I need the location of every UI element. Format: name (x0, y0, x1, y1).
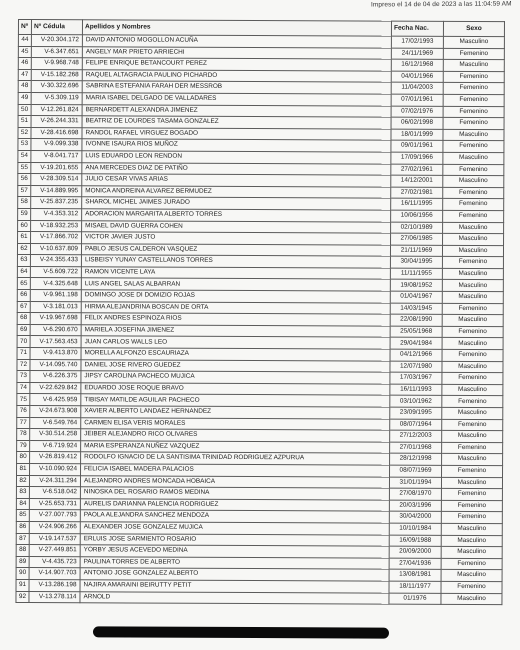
cedula-cell: V-14.095.740 (30, 359, 81, 371)
row-number: 79 (17, 440, 30, 452)
row-number: 88 (16, 545, 29, 557)
birthdate-cell: 04/01/1966 (391, 71, 443, 83)
birthdate-cell: 01/1976 (389, 593, 441, 605)
birthdate-cell: 27/02/1981 (391, 187, 443, 199)
row-number: 62 (17, 243, 30, 255)
row-number: 53 (18, 139, 31, 151)
cedula-cell: V-25.653.731 (29, 498, 80, 510)
sex-cell: Masculino (442, 280, 503, 292)
name-cell: VICTOR JAVIER JUSTO (82, 232, 391, 245)
row-number: 59 (18, 208, 31, 220)
cedula-cell: V-30.322.696 (31, 81, 82, 93)
name-cell: LUIS EDUARDO LEON RENDON (82, 151, 391, 164)
print-timestamp: Impreso el 14 de 04 de 2023 a las 11:04:59 AM (371, 0, 513, 9)
name-cell: JEIBER ALEJANDRO RICO OLIVARES (81, 429, 390, 442)
birthdate-cell: 10/06/1956 (391, 210, 443, 222)
cedula-cell: V-9.968.748 (31, 58, 82, 70)
sex-cell: Femenino (442, 349, 503, 361)
name-cell: ANA MERCEDES DIAZ DE PATIÑO (82, 162, 391, 175)
name-cell: MISAEL DAVID GUERRA COHEN (82, 220, 391, 233)
row-number: 68 (17, 313, 30, 325)
cedula-cell: V-3.181.013 (30, 301, 81, 313)
sex-cell: Femenino (443, 83, 504, 95)
name-cell: JULIO CESAR VIVAS ARIAS (82, 174, 391, 187)
birthdate-cell: 28/12/1998 (390, 454, 442, 466)
name-cell: IVONNE ISAURA RIOS MUÑOZ (82, 139, 391, 152)
cedula-cell: V-28.309.514 (31, 174, 82, 186)
birthdate-cell: 17/03/1967 (390, 372, 442, 384)
row-number: 76 (17, 405, 30, 417)
table-body (16, 35, 504, 605)
row-number: 61 (18, 232, 31, 244)
row-number: 52 (18, 127, 31, 139)
cedula-cell: V-6.425.959 (30, 394, 81, 406)
cedula-cell: V-19.201.655 (31, 162, 82, 174)
sex-cell: Masculino (442, 268, 503, 280)
name-cell: FELIPE ENRIQUE BETANCOURT PEREZ (82, 58, 391, 71)
name-cell: ADORACION MARGARITA ALBERTO TORRES (82, 209, 391, 222)
sex-cell: Masculino (442, 384, 503, 396)
name-cell: DAVID ANTONIO MOGOLLON ACUÑA (82, 35, 391, 48)
row-number: 80 (17, 452, 30, 464)
sex-cell: Femenino (442, 303, 503, 315)
name-cell: AURELIS DARIANNA PALENCIA RODRIGUEZ (80, 499, 389, 512)
row-number: 46 (18, 58, 31, 70)
sex-cell: Masculino (442, 338, 503, 350)
birthdate-cell: 27/02/1961 (391, 164, 443, 176)
row-number: 57 (18, 185, 31, 197)
cedula-cell: V-27.007.793 (29, 510, 80, 522)
cedula-cell: V-26.819.412 (30, 452, 81, 464)
name-cell: CARMEN ELISA VERIS MORALES (81, 417, 390, 430)
name-cell: BEATRIZ DE LOURDES TASAMA GONZALEZ (82, 116, 391, 129)
row-number: 77 (17, 417, 30, 429)
name-cell: HIRMA ALEJANDRINA BOSCAN DE ORTA (81, 301, 390, 314)
sex-cell: Femenino (442, 257, 503, 269)
name-cell: MARIA ISABEL DELGADO DE VALLADARES (82, 93, 391, 106)
sex-cell: Femenino (443, 141, 504, 153)
sex-cell: Masculino (442, 454, 503, 466)
sex-cell: Femenino (441, 489, 502, 501)
birthdate-cell: 06/02/1998 (391, 117, 443, 129)
row-number: 48 (18, 81, 31, 93)
row-number: 60 (18, 220, 31, 232)
sex-cell: Masculino (441, 593, 502, 605)
row-number: 75 (17, 394, 30, 406)
sex-cell: Femenino (443, 210, 504, 222)
cedula-cell: V-6.719.924 (30, 440, 81, 452)
cedula-cell: V-30.514.258 (30, 429, 81, 441)
cedula-cell: V-18.932.253 (31, 220, 82, 232)
birthdate-cell: 16/11/1993 (390, 384, 442, 396)
cedula-cell: V-6.226.375 (30, 371, 81, 383)
header-number: Nº (18, 20, 31, 35)
birthdate-cell: 08/07/1964 (390, 419, 442, 431)
name-cell: RODOLFO IGNACIO DE LA SANTISIMA TRINIDAD RODRIGUEZ AZPURUA (81, 452, 390, 465)
sex-cell: Masculino (441, 570, 502, 582)
cedula-cell: V-9.099.338 (31, 139, 82, 151)
row-number: 83 (16, 487, 29, 499)
cedula-cell: V-24.355.433 (30, 255, 81, 267)
birthdate-cell: 02/10/1989 (391, 222, 443, 234)
name-cell: PABLO JESUS CALDERON VASQUEZ (81, 243, 390, 256)
name-cell: FELIX ANDRES ESPINOZA RIOS (81, 313, 390, 326)
name-cell: LUIS ANGEL SALAS ALBARRAN (81, 278, 390, 291)
name-cell: JIPSY CAROLINA PACHECO MUJICA (81, 371, 390, 384)
name-cell: ERLUIS JOSE SARMIENTO ROSARIO (80, 533, 389, 546)
birthdate-cell: 22/08/1990 (390, 314, 442, 326)
birthdate-cell: 31/01/1994 (389, 477, 441, 489)
sex-cell: Femenino (443, 199, 504, 211)
name-cell: MARIA ESPERANZA NUÑEZ VAZQUEZ (81, 441, 390, 454)
birthdate-cell: 12/07/1980 (390, 361, 442, 373)
sex-cell: Masculino (443, 129, 504, 141)
row-number: 69 (17, 324, 30, 336)
roster-table (15, 19, 505, 605)
name-cell: PAULINA TORRES DE ALBERTO (80, 556, 389, 569)
birthdate-cell: 27/06/1985 (391, 233, 443, 245)
cedula-cell: V-10.090.924 (30, 464, 81, 476)
row-number: 63 (17, 255, 30, 267)
birthdate-cell: 10/10/1984 (389, 523, 441, 535)
row-number: 71 (17, 348, 30, 360)
birthdate-cell: 18/11/1977 (389, 581, 441, 593)
birthdate-cell: 16/09/1988 (389, 535, 441, 547)
sex-cell: Masculino (441, 477, 502, 489)
sex-cell: Femenino (443, 187, 504, 199)
birthdate-cell: 20/09/2000 (389, 546, 441, 558)
name-cell: ANGELY MAR PRIETO ARRIECHI (82, 46, 391, 59)
birthdate-cell: 07/01/1961 (391, 94, 443, 106)
name-cell: LISBEISY YUNAY CASTELLANOS TORRES (81, 255, 390, 268)
sex-cell: Masculino (443, 233, 504, 245)
row-number: 86 (16, 521, 29, 533)
cedula-cell: V-13.286.198 (29, 579, 80, 591)
birthdate-cell: 18/01/1999 (391, 129, 443, 141)
cedula-cell: V-8.041.717 (31, 150, 82, 162)
sex-cell: Femenino (443, 94, 504, 106)
name-cell: XAVIER ALBERTO LANDAEZ HERNANDEZ (81, 406, 390, 419)
cedula-cell: V-5.609.722 (30, 266, 81, 278)
sex-cell: Femenino (443, 71, 504, 83)
cedula-cell: V-14.889.995 (31, 185, 82, 197)
sex-cell: Femenino (442, 326, 503, 338)
cedula-cell: V-25.837.235 (31, 197, 82, 209)
name-cell: FELICIA ISABEL MADERA PALACIOS (81, 464, 390, 477)
birthdate-cell: 30/04/1995 (390, 256, 442, 268)
birthdate-cell: 27/08/1970 (389, 488, 441, 500)
sex-cell: Masculino (443, 152, 504, 164)
name-cell: ANTONIO JOSE GONZALEZ ALBERTO (80, 568, 389, 581)
birthdate-cell: 14/03/1945 (390, 303, 442, 315)
name-cell: DANIEL JOSE RIVERO GUEDEZ (81, 359, 390, 372)
sex-cell: Masculino (441, 546, 502, 558)
birthdate-cell: 21/11/1969 (390, 245, 442, 257)
row-number: 92 (16, 591, 29, 603)
row-number: 49 (18, 92, 31, 104)
cedula-cell: V-17.563.453 (30, 336, 81, 348)
header-name: Apellidos y Nombres (82, 20, 391, 36)
birthdate-cell: 17/09/1966 (391, 152, 443, 164)
name-cell: BERNARDETT ALEXANDRA JIMENEZ (82, 104, 391, 117)
name-cell: PAOLA ALEJANDRA SANCHEZ MENDOZA (80, 510, 389, 523)
birthdate-cell: 01/04/1967 (390, 291, 442, 303)
sex-cell: Masculino (443, 36, 504, 48)
row-number: 66 (17, 290, 30, 302)
sex-cell: Masculino (442, 315, 503, 327)
birthdate-cell: 25/05/1968 (390, 326, 442, 338)
birthdate-cell: 17/02/1993 (391, 36, 443, 48)
cedula-cell: V-4.435.723 (29, 556, 80, 568)
cedula-cell: V-26.244.331 (31, 116, 82, 128)
cedula-cell: V-6.347.651 (31, 46, 82, 58)
sex-cell: Masculino (442, 361, 503, 373)
birthdate-cell: 08/07/1969 (390, 465, 442, 477)
row-number: 87 (16, 533, 29, 545)
cedula-cell: V-14.907.703 (29, 568, 80, 580)
table-row (16, 591, 502, 605)
name-cell: EDUARDO JOSE ROQUE BRAVO (81, 383, 390, 396)
cedula-cell: V-19.967.698 (30, 313, 81, 325)
name-cell: SABRINA ESTEFANIA FARAH DER MESSROB (82, 81, 391, 94)
cedula-cell: V-6.549.764 (30, 417, 81, 429)
birthdate-cell: 23/09/1995 (390, 407, 442, 419)
name-cell: SHAROL MICHEL JAIMES JURADO (82, 197, 391, 210)
row-number: 67 (17, 301, 30, 313)
birthdate-cell: 20/03/1996 (389, 500, 441, 512)
row-number: 74 (17, 382, 30, 394)
cedula-cell: V-24.311.294 (29, 475, 80, 487)
row-number: 54 (18, 150, 31, 162)
name-cell: ARNOLD (80, 591, 389, 604)
name-cell: JUAN CARLOS WALLS LEO (81, 336, 390, 349)
row-number: 73 (17, 371, 30, 383)
cedula-cell: V-20.304.172 (31, 35, 82, 47)
cedula-cell: V-22.629.842 (30, 382, 81, 394)
sex-cell: Femenino (443, 118, 504, 130)
sex-cell: Masculino (443, 60, 504, 72)
row-number: 50 (18, 104, 31, 116)
name-cell: DOMINGO JOSE DI DOMIZIO ROJAS (81, 290, 390, 303)
row-number: 47 (18, 69, 31, 81)
name-cell: NINOSKA DEL ROSARIO RAMOS MEDINA (80, 487, 389, 500)
sex-cell: Masculino (442, 245, 503, 257)
birthdate-cell: 11/04/2003 (391, 83, 443, 95)
header-sex: Sexo (443, 21, 504, 36)
row-number: 55 (18, 162, 31, 174)
name-cell: RAMON VICENTE LAYA (81, 267, 390, 280)
sex-cell: Femenino (442, 465, 503, 477)
birthdate-cell: 27/01/1968 (390, 442, 442, 454)
name-cell: YORBY JESUS ACEVEDO MEDINA (80, 545, 389, 558)
cedula-cell: V-9.961.198 (30, 290, 81, 302)
row-number: 45 (18, 46, 31, 58)
birthdate-cell: 03/10/1962 (390, 396, 442, 408)
cedula-cell: V-28.416.698 (31, 127, 82, 139)
sex-cell: Masculino (442, 291, 503, 303)
sex-cell: Femenino (441, 512, 502, 524)
row-number: 81 (17, 463, 30, 475)
row-number: 78 (17, 429, 30, 441)
name-cell: ALEXANDER JOSE GONZALEZ MUJICA (80, 522, 389, 535)
sex-cell: Femenino (442, 396, 503, 408)
birthdate-cell: 27/12/2003 (390, 430, 442, 442)
cedula-cell: V-4.325.648 (30, 278, 81, 290)
birthdate-cell: 29/04/1984 (390, 338, 442, 350)
sex-cell: Femenino (443, 164, 504, 176)
birthdate-cell: 19/08/1952 (390, 280, 442, 292)
name-cell: MONICA ANDREINA ALVAREZ BERMUDEZ (82, 185, 391, 198)
birthdate-cell: 30/04/2000 (389, 511, 441, 523)
name-cell: TIBISAY MATILDE AGUILAR PACHECO (81, 394, 390, 407)
cedula-cell: V-5.309.119 (31, 93, 82, 105)
birthdate-cell: 11/11/1955 (390, 268, 442, 280)
cedula-cell: V-15.182.268 (31, 69, 82, 81)
sex-cell: Femenino (441, 581, 502, 593)
cedula-cell: V-24.906.266 (29, 521, 80, 533)
row-number: 89 (16, 556, 29, 568)
cedula-cell: V-27.449.851 (29, 545, 80, 557)
name-cell: ALEJANDRO ANDRES MONCADA HOBAICA (80, 475, 389, 488)
header-cedula: Nº Cédula (31, 20, 82, 35)
row-number: 72 (17, 359, 30, 371)
birthdate-cell: 04/12/1966 (390, 349, 442, 361)
sex-cell: Femenino (441, 558, 502, 570)
cedula-cell: V-4.353.312 (31, 208, 82, 220)
name-cell: MARIELA JOSEFINA JIMENEZ (81, 325, 390, 338)
row-number: 90 (16, 568, 29, 580)
sex-cell: Femenino (443, 106, 504, 118)
row-number: 56 (18, 174, 31, 186)
birthdate-cell: 16/11/1995 (391, 198, 443, 210)
header-birthdate: Fecha Nac. (391, 21, 443, 36)
redaction-bar (93, 626, 389, 638)
sex-cell: Masculino (443, 222, 504, 234)
row-number: 58 (18, 197, 31, 209)
row-number: 70 (17, 336, 30, 348)
row-number: 65 (17, 278, 30, 290)
sex-cell: Femenino (443, 48, 504, 60)
sex-cell: Femenino (442, 442, 503, 454)
birthdate-cell: 14/12/2001 (391, 175, 443, 187)
name-cell: RAQUEL ALTAGRACIA PAULINO PICHARDO (82, 70, 391, 83)
name-cell: MORELLA ALFONZO ESCAURIAZA (81, 348, 390, 361)
cedula-cell: V-6.290.670 (30, 324, 81, 336)
cedula-cell: V-6.518.042 (29, 487, 80, 499)
row-number: 82 (16, 475, 29, 487)
cedula-cell: V-24.673.908 (30, 406, 81, 418)
row-number: 85 (16, 510, 29, 522)
name-cell: NAJIRA AMARAINI BEIRUTTY PETIT (80, 580, 389, 593)
sex-cell: Masculino (442, 407, 503, 419)
cedula-cell: V-19.147.537 (29, 533, 80, 545)
row-number: 64 (17, 266, 30, 278)
birthdate-cell: 07/02/1976 (391, 106, 443, 118)
birthdate-cell: 09/01/1961 (391, 140, 443, 152)
birthdate-cell: 24/11/1969 (391, 48, 443, 60)
sex-cell: Femenino (442, 373, 503, 385)
cedula-cell: V-10.637.809 (30, 243, 81, 255)
sex-cell: Masculino (442, 431, 503, 443)
row-number: 84 (16, 498, 29, 510)
sex-cell: Masculino (443, 175, 504, 187)
cedula-cell: V-17.866.702 (31, 232, 82, 244)
row-number: 51 (18, 116, 31, 128)
cedula-cell: V-9.413.870 (30, 348, 81, 360)
row-number: 44 (18, 35, 31, 47)
birthdate-cell: 13/08/1981 (389, 569, 441, 581)
cedula-cell: V-12.261.824 (31, 104, 82, 116)
roster-sheet (15, 19, 504, 605)
name-cell: RANDOL RAFAEL VIRGUEZ BOGADO (82, 128, 391, 141)
birthdate-cell: 16/12/1968 (391, 59, 443, 71)
sex-cell: Masculino (441, 523, 502, 535)
sex-cell: Femenino (442, 419, 503, 431)
row-number: 91 (16, 579, 29, 591)
birthdate-cell: 27/04/1936 (389, 558, 441, 570)
sex-cell: Masculino (441, 535, 502, 547)
sex-cell: Femenino (441, 500, 502, 512)
cedula-cell: V-13.278.114 (29, 591, 80, 603)
